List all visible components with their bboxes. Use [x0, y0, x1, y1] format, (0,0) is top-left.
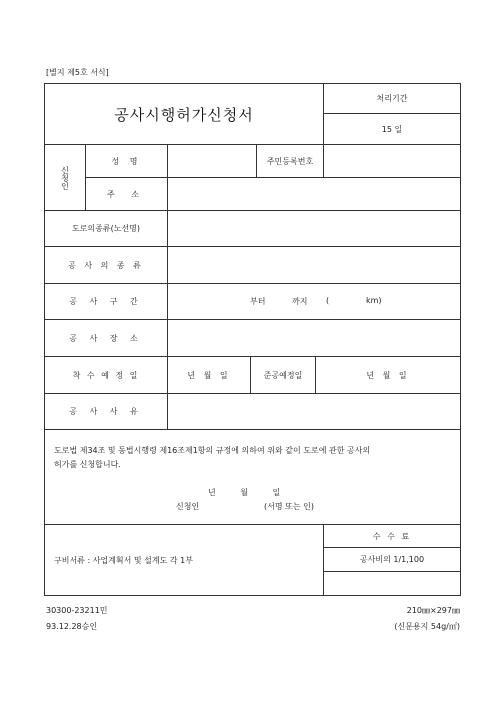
fee-value: 공사비의 1/1,100: [359, 555, 425, 564]
sign-date: 년 월 일: [208, 488, 281, 497]
start-date-value[interactable]: 년 월 일: [187, 370, 231, 380]
resident-number-field[interactable]: [324, 145, 460, 177]
footer-paper: (신문용지 54g/㎡): [394, 622, 460, 631]
section-from: 부터: [250, 297, 266, 306]
processing-period-label: 처리기간: [376, 94, 408, 103]
start-date-label: 착 수 예 정 일: [72, 370, 140, 380]
completion-date-value[interactable]: 년 월 일: [366, 370, 410, 380]
resident-number-label: 주민등록번호: [266, 156, 314, 166]
footer-code: 30300-23211민: [46, 606, 108, 615]
name-field[interactable]: [168, 145, 256, 177]
section-km-open: (: [326, 296, 330, 305]
construction-site-label: 공 사 장 소: [69, 333, 143, 343]
construction-section-label: 공 사 구 간: [69, 297, 143, 306]
sign-note: (서명 또는 인): [264, 502, 314, 511]
section-to: 까지: [292, 297, 308, 306]
construction-site-field[interactable]: [168, 320, 460, 356]
address-label: 주 소: [107, 189, 146, 199]
sign-applicant: 신청인: [176, 502, 200, 511]
construction-reason-field[interactable]: [168, 394, 460, 429]
footer-approval: 93.12.28승인: [46, 622, 98, 631]
statement-line-1: 도로법 제34조 및 동법시행령 제16조제1항의 규정에 의하여 위와 같이 도로에 관한 공사의: [54, 446, 371, 455]
applicant-label: 신청인: [60, 165, 70, 190]
form-number: [별지 제5호 서식]: [46, 68, 109, 77]
completion-date-label: 준공예정일: [263, 370, 303, 380]
required-documents: 구비서류 : 사업계획서 및 설계도 각 1부: [54, 556, 193, 565]
statement-line-2: 허가를 신청합니다.: [54, 460, 121, 469]
road-type-field[interactable]: [168, 211, 460, 246]
road-type-label: 도로의종류(노선명): [71, 224, 141, 233]
construction-reason-label: 공 사 사 유: [69, 407, 143, 416]
footer-size: 210㎜×297㎜: [406, 606, 460, 615]
construction-type-label: 공 사 의 종 류: [68, 260, 144, 270]
section-km: km): [366, 296, 382, 305]
construction-type-field[interactable]: [168, 247, 460, 283]
processing-period-value: 15 일: [381, 124, 403, 134]
fee-label: 수 수 료: [372, 531, 412, 541]
name-label: 성 명: [111, 156, 142, 166]
address-field[interactable]: [168, 178, 460, 210]
form-title: 공사시행허가신청서: [114, 105, 254, 124]
